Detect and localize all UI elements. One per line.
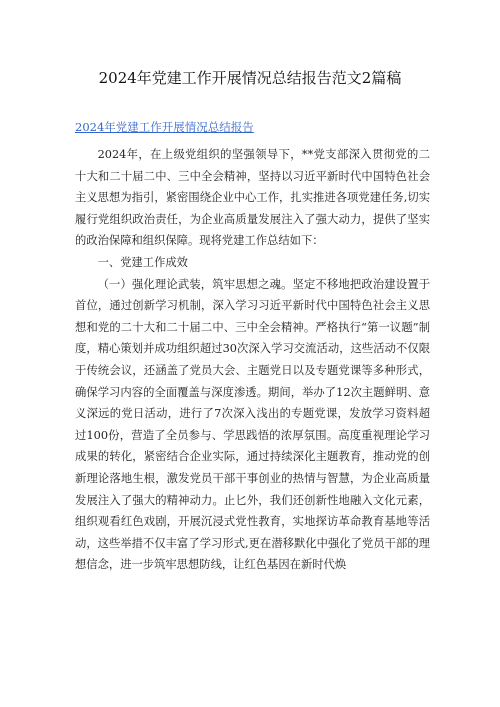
- document-body: [75, 144, 430, 576]
- section-heading-achievements: 一、党建工作成效: [97, 255, 188, 269]
- document-title: 2024年党建工作开展情况总结报告范文2篇稿: [98, 69, 402, 87]
- paragraph-intro: 2024年，在上级党组织的坚强领导下，**党支部深入贯彻党的二十大和二十届二中、三中全会精神，坚持以习近平新时代中国特色社会主义思想为指引，紧密围绕企业中心工作，扎实推进各项党建任务,切实履行党组织政治责任，为企业高质量发展注入了强大动力，提供了坚实的政治保障和组织保障。现将党建工作总结如下：: [75, 148, 430, 248]
- paragraph-theory: （一）强化理论武装，筑牢思想之魂。坚定不移地把政治建设置于首位，通过创新学习机制，深入学习习近平新时代中国特色社会主义思想和党的二十大和二十届二中、三中全会精神。严格执行“第一议题”制度，精心策划并成功组织超过30次深入学习交流活动，这些活动不仅限于传统会议，还涵盖了党员大会、主题党日以及专题党课等多种形式，确保学习内容的全面覆盖与深度渗透。期间，举办了12次主题鲜明、意义深远的党日活动，进行了7次深入浅出的专题党课，发放学习资料超过100份，营造了全员参与、学思践悟的浓厚氛围。高度重视理论学习成果的转化，紧密结合企业实际，通过持续深化主题教育，推动党的创新理论落地生根，激发党员干部干事创业的热情与智慧，为企业高质量发展注入了强大的精神动力。止匕外，我们还创新性地融入文化元素，组织观看红色戏剧，开展沉浸式党性教育，实地探访革命教育基地等活动，这些举措不仅丰富了学习形式,更在潜移默化中强化了党员干部的理想信念，进一步筑牢思想防线，让红色基因在新时代焕: [75, 277, 430, 572]
- toc-link-report[interactable]: 2024年党建工作开展情况总结报告: [75, 120, 254, 134]
